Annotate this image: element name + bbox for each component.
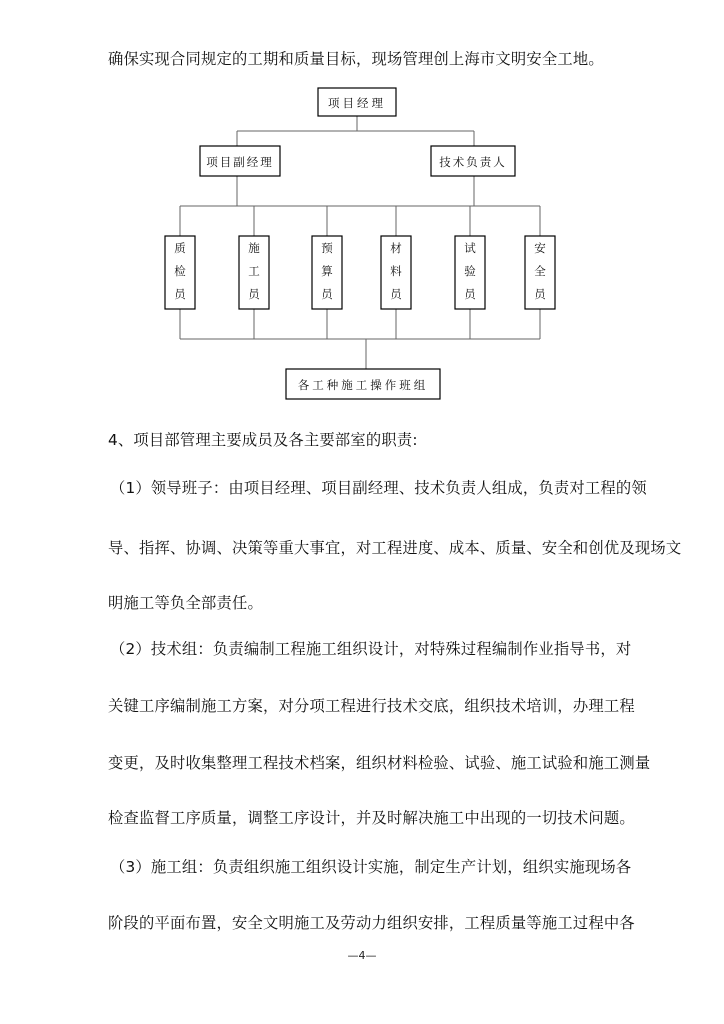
box-work-crews [286,369,440,399]
intro-line: 确保实现合同规定的工期和质量目标，现场管理创上海市文明安全工地。 [108,50,604,68]
role-char: 全 [534,264,546,278]
body-line: 明施工等负全部责任。 [108,594,263,612]
box-label: 技术负责人 [439,155,507,169]
box-label: 项目副经理 [206,155,274,169]
role-char: 员 [248,287,260,301]
role-char: 检 [174,264,186,278]
role-char: 验 [464,264,476,278]
body-line: 关键工序编制施工方案，对分项工程进行技术交底，组织技术培训，办理工程 [108,697,635,715]
role-char: 质 [174,241,186,255]
box-label: 项目经理 [328,96,386,110]
role-label [248,241,261,301]
role-char: 员 [321,287,333,301]
role-char: 安 [534,241,546,255]
role-connectors [254,206,470,339]
body-line: 导、指挥、协调、决策等重大事宜，对工程进度、成本、质量、安全和创优及现场文 [108,539,682,557]
section-heading: 4、项目部管理主要成员及各主要部室的职责: [108,431,418,449]
role-box-construction-staff [239,236,269,309]
box-project-manager [318,88,396,116]
role-char: 算 [321,264,333,278]
body-line: （2）技术组：负责编制工程施工组织设计，对特殊过程编制作业指导书，对 [110,640,632,658]
box-technical-lead [431,146,515,176]
role-label [464,241,477,301]
box-deputy-manager [200,146,280,176]
role-char: 施 [248,241,260,255]
role-char: 员 [174,287,186,301]
body-line: （3）施工组：负责组织施工组织设计实施，制定生产计划，组织实施现场各 [110,858,632,876]
role-label [534,241,547,301]
role-box-safety-officer [525,236,555,309]
org-chart [0,0,724,410]
role-box-quality-inspector [165,236,195,309]
role-char: 试 [464,241,476,255]
role-char: 员 [464,287,476,301]
role-label [321,241,334,301]
body-line: 阶段的平面布置，安全文明施工及劳动力组织安排，工程质量等施工过程中各 [108,914,635,932]
role-box-test-staff [455,236,485,309]
role-char: 员 [390,287,402,301]
box-label: 各工种施工操作班组 [297,378,429,392]
role-char: 员 [534,287,546,301]
role-box-budget-staff [312,236,342,309]
body-line: 检查监督工序质量，调整工序设计，并及时解决施工中出现的一切技术问题。 [108,809,635,827]
role-label [174,241,187,301]
role-char: 料 [390,264,402,278]
role-box-materials-staff [381,236,411,309]
page-number: —4— [347,949,377,962]
role-char: 预 [321,241,333,255]
role-char: 工 [248,264,260,278]
role-label [390,241,403,301]
body-line: 变更，及时收集整理工程技术档案，组织材料检验、试验、施工试验和施工测量 [108,754,651,772]
body-line: （1）领导班子：由项目经理、项目副经理、技术负责人组成，负责对工程的领 [110,479,647,497]
role-char: 材 [390,241,402,255]
